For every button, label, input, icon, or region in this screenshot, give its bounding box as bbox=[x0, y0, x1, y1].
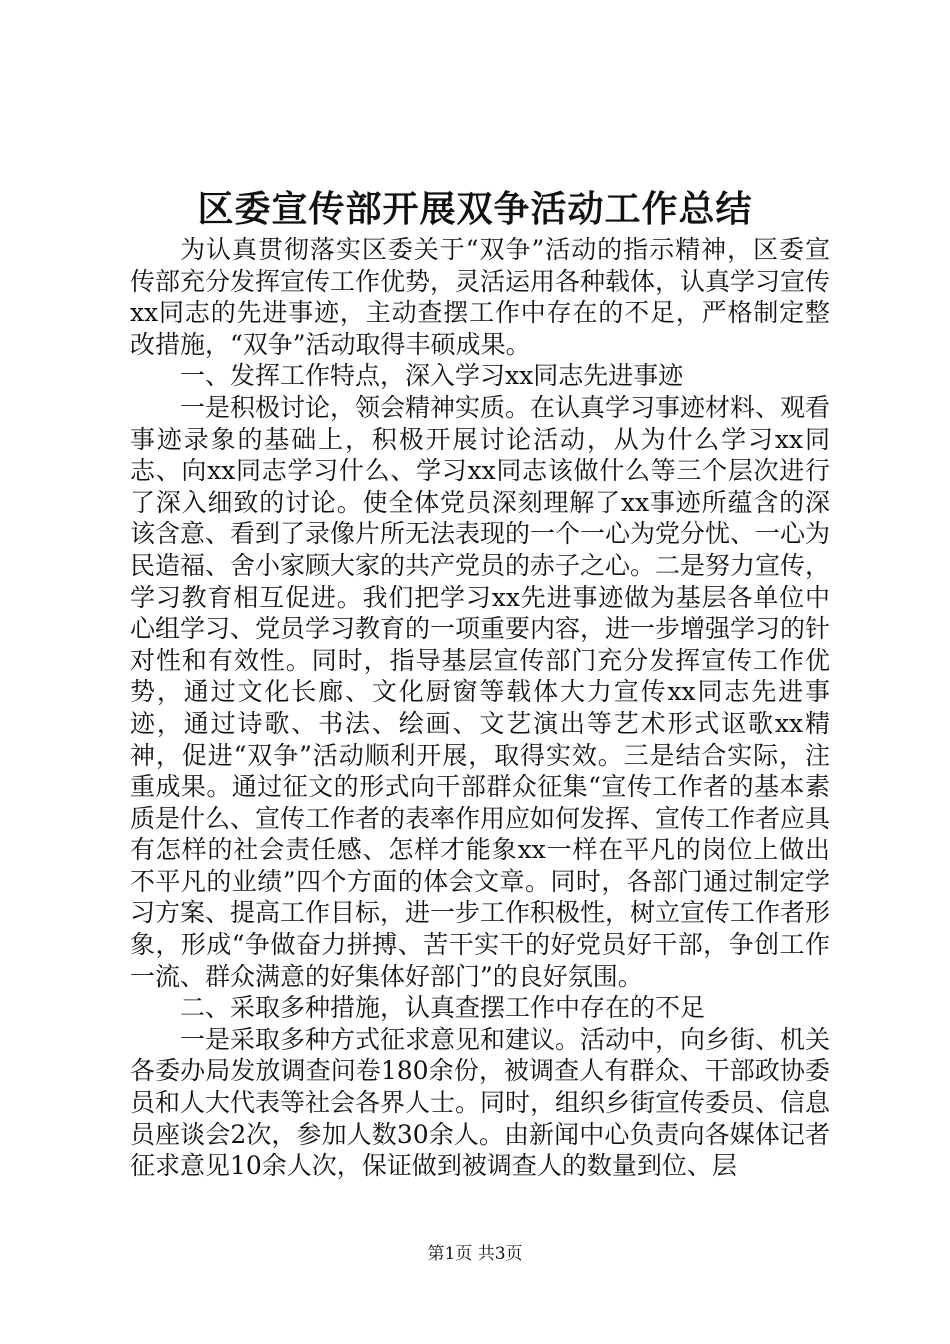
intro-paragraph: 为认真贯彻落实区委关于“双争”活动的指示精神，区委宣传部充分发挥宣传工作优势，灵活运用各种载体，认真学习宣传xx同志的先进事迹，主动查摆工作中存在的不足，严格制定整改措施，“双争”活动取得丰硕成果。 bbox=[130, 235, 831, 359]
section-heading-1: 一、发挥工作特点，深入学习xx同志先进事迹 bbox=[180, 361, 684, 391]
section-heading-2: 二、采取多种措施，认真查摆工作中存在的不足 bbox=[180, 993, 706, 1023]
section-2-paragraph: 一是采取多种方式征求意见和建议。活动中，向乡街、机关各委办局发放调查问卷180余份，被调查人有群众、干部政协委员和人大代表等社会各界人士。同时，组织乡街宣传委员、信息员座谈会2次，参加人数30余人。由新闻中心负责向各媒体记者征求意见10余人次，保证做到被调查人的数量到位、层 bbox=[130, 1024, 831, 1181]
document-body bbox=[130, 234, 830, 1182]
section-1-paragraph: 一是积极讨论，领会精神实质。在认真学习事迹材料、观看事迹录象的基础上，积极开展讨论活动，从为什么学习xx同志、向xx同志学习什么、学习xx同志该做什么等三个层次进行了深入细致的讨论。使全体党员深刻理解了xx事迹所蕴含的深该含意、看到了录像片所无法表现的一个一心为党分忧、一心为民造福、舍小家顾大家的共产党员的赤子之心。二是努力宣传，学习教育相互促进。我们把学习xx先进事迹做为基层各单位中心组学习、党员学习教育的一项重要内容，进一步增强学习的针对性和有效性。同时，指导基层宣传部门充分发挥宣传工作优势，通过文化长廊、文化厨窗等载体大力宣传xx同志先进事迹，通过诗歌、书法、绘画、文艺演出等艺术形式讴歌xx精神，促进“双争”活动顺利开展，取得实效。三是结合实际，注重成果。通过征文的形式向干部群众征集“宣传工作者的基本素质是什么、宣传工作者的表率作用应如何发挥、宣传工作者应具有怎样的社会责任感、怎样才能象xx一样在平凡的岗位上做出不平凡的业绩”四个方面的体会文章。同时，各部门通过制定学习方案、提高工作目标，进一步工作积极性，树立宣传工作者形象，形成“争做奋力拼搏、苦干实干的好党员好干部，争创工作一流、群众满意的好集体好部门”的良好氛围。 bbox=[130, 392, 831, 991]
document-title: 区委宣传部开展双争活动工作总结 bbox=[197, 188, 753, 230]
page-number: 第1页 共3页 bbox=[427, 1244, 523, 1264]
